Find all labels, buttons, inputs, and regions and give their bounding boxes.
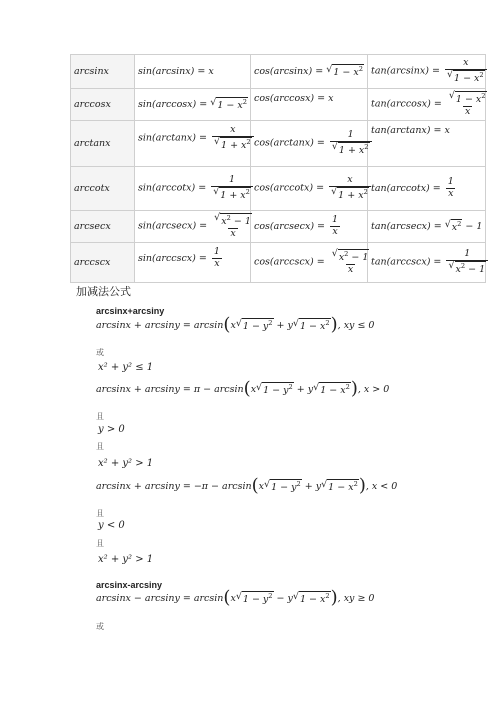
connector-and: 且 bbox=[96, 539, 104, 548]
sin-identity: sin(arcsinx) = x bbox=[135, 55, 251, 89]
condition: y < 0 bbox=[98, 520, 125, 531]
cos-identity: cos(arccosx) = x bbox=[251, 89, 368, 121]
tan-identity: tan(arctanx) = x bbox=[368, 121, 486, 167]
table-row bbox=[71, 121, 486, 167]
cos-identity: cos(arccotx) = x √ $1 + x^2$ bbox=[251, 167, 368, 211]
table-row bbox=[71, 89, 486, 121]
connector-and: 且 bbox=[96, 509, 104, 518]
sin-identity: sin(arccscx) = $\frac{1}{x}$ bbox=[135, 243, 251, 283]
connector-or: 或 bbox=[96, 622, 104, 631]
function-name: arcsinx bbox=[71, 55, 135, 89]
tan-identity: tan(arcsinx) = x √ $1 - x^2$ bbox=[368, 55, 486, 89]
formula-sum-2: arcsinx + arcsiny = π − arcsin(x √ $1 - y^2$ + y √ $1 - x^2$ ), x > 0 bbox=[96, 378, 390, 400]
inverse-trig-table bbox=[70, 54, 486, 283]
function-name: arctanx bbox=[71, 121, 135, 167]
connector-and: 且 bbox=[96, 442, 104, 451]
sin-identity: sin(arcsecx) = √ $x^2 - 1$ x bbox=[135, 211, 251, 243]
sin-identity: sin(arccotx) = 1 √ $1 + x^2$ bbox=[135, 167, 251, 211]
sin-identity: sin(arctanx) = x √ $1 + x^2$ bbox=[135, 121, 251, 167]
section-heading: 加减法公式 bbox=[76, 285, 131, 298]
condition: y > 0 bbox=[98, 424, 125, 435]
formula-sum-1: arcsinx + arcsiny = arcsin(x √ $1 - y^2$ + y √ $1 - x^2$ ), xy ≤ 0 bbox=[96, 314, 375, 336]
connector-or: 或 bbox=[96, 348, 104, 357]
table-row bbox=[71, 211, 486, 243]
function-name: arcsecx bbox=[71, 211, 135, 243]
sin-identity: sin(arccosx) = √ $1 - x^2$ bbox=[135, 89, 251, 121]
connector-and: 且 bbox=[96, 412, 104, 421]
condition: x² + y² > 1 bbox=[98, 458, 154, 469]
tan-identity: tan(arccotx) = $\frac{1}{x}$ bbox=[368, 167, 486, 211]
tan-identity: tan(arccosx) = √ $1 - x^2$ x bbox=[368, 89, 486, 121]
table-row bbox=[71, 243, 486, 283]
cos-identity: cos(arctanx) = 1 √ $1 + x^2$ bbox=[251, 121, 368, 167]
cos-identity: cos(arccscx) = √ $x^2 - 1$ x bbox=[251, 243, 368, 283]
function-name: arccscx bbox=[71, 243, 135, 283]
function-name: arccosx bbox=[71, 89, 135, 121]
tan-identity: tan(arccscx) = 1 √ $x^2 - 1$ bbox=[368, 243, 486, 283]
subheading-sum: arcsinx+arcsiny bbox=[96, 306, 165, 316]
cos-identity: cos(arcsinx) = √ $1 - x^2$ bbox=[251, 55, 368, 89]
formula-difference-1: arcsinx − arcsiny = arcsin(x √ $1 - y^2$ − y √ $1 - x^2$ ), xy ≥ 0 bbox=[96, 587, 375, 609]
table-row bbox=[71, 55, 486, 89]
subheading-difference: arcsinx-arcsiny bbox=[96, 580, 163, 590]
function-name: arccotx bbox=[71, 167, 135, 211]
table-row bbox=[71, 167, 486, 211]
condition: x² + y² ≤ 1 bbox=[98, 362, 154, 373]
tan-identity: tan(arcsecx) = √ $x^2$ − 1 bbox=[368, 211, 486, 243]
formula-sum-3: arcsinx + arcsiny = −π − arcsin(x √ $1 - y^2$ + y √ $1 - x^2$ ), x < 0 bbox=[96, 475, 398, 497]
cos-identity: cos(arcsecx) = $\frac{1}{x}$ bbox=[251, 211, 368, 243]
condition: x² + y² > 1 bbox=[98, 554, 154, 565]
